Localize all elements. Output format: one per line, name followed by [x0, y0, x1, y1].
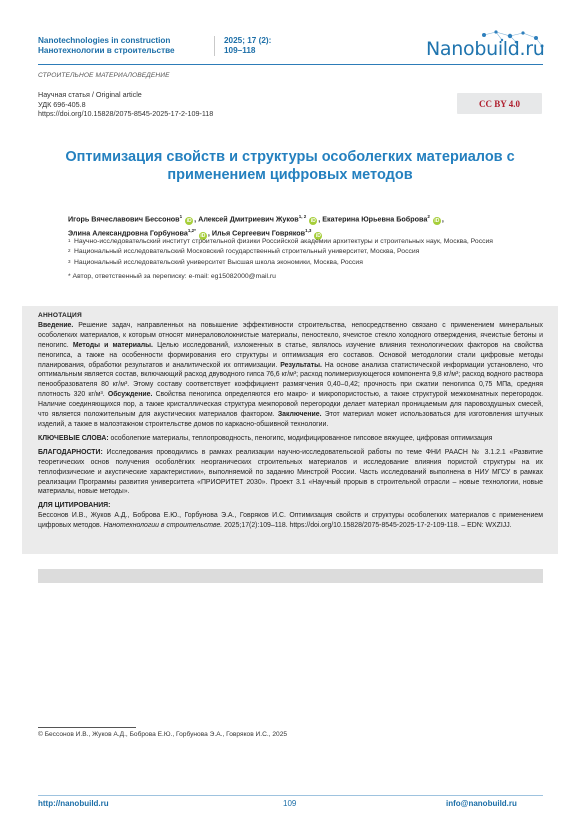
footer-email-link[interactable]: info@nanobuild.ru	[446, 799, 517, 808]
affiliation-item	[68, 258, 538, 268]
author-name: Игорь Вячеславович Бессонов	[68, 214, 180, 224]
author-name: Алексей Дмитриевич Жуков	[198, 214, 299, 224]
license-badge[interactable]: CC BY 4.0	[457, 93, 542, 114]
conclusion-label: Заключение.	[277, 411, 322, 419]
keywords	[38, 434, 543, 444]
corresponding-author: * Автор, ответственный за переписку: e-mail: eg15082000@mail.ru	[68, 272, 276, 280]
article-meta	[38, 90, 213, 119]
intro-text: Решение задач, направленных на повышение эффективности строительства, непосредственно связано с применением минеральных особолегких материалов, к которым относят минераловолокнистые материалы, пеностекло, ячеистое стекло холодного отверждения, ячеистые бетоны и пеногипс.	[38, 321, 543, 349]
journal-name-ru: Нанотехнологии в строительстве	[38, 46, 175, 55]
page-number: 109	[283, 799, 297, 808]
author-name: Илья Сергеевич Говряков	[211, 228, 306, 238]
results-text: На основе анализа статистической информации установлено, что оптимальным является состав, включающий расход двуводного гипса 76,6 кг/м³; расход полимеризующегося компонента 9,8 кг/м³; расход водного раствора пенообразователя 80 кг/м³. Этому составу соответствует коэффициент размягчения 0,40–0,42; прочность при сжатии пеногипса 0,75 МПа, средняя плотность 320 кг/м³.	[38, 361, 543, 399]
affiliation-item	[68, 237, 538, 247]
affiliation-text: Научно-исследовательский институт строительной физики Российской академии архитектуры и строительных наук, Москва, Россия	[74, 238, 493, 245]
nanobuild-logo[interactable]	[418, 30, 548, 64]
citation-text-tail[interactable]: 2025;17(2):109–118. https://doi.org/10.15828/2075-8545-2025-17-2-109-118. – EDN: WXZIJJ.	[222, 522, 512, 530]
keywords-text: особолегкие материалы, теплопроводность, пеногипс, модифицированное гипсовое вяжущее, цифровая оптимизация	[108, 434, 493, 442]
section-tag: СТРОИТЕЛЬНОЕ МАТЕРИАЛОВЕДЕНИЕ	[38, 72, 170, 79]
separator-band	[38, 569, 543, 583]
citation-journal: Нанотехнологии в строительстве.	[103, 522, 223, 530]
citation-text: Бессонов И.В., Жуков А.Д., Боброва Е.Ю., Горбунова Э.А., Говряков И.С. Оптимизация свойств и структуры особолегких материалов с применением цифровых методов.	[38, 512, 543, 530]
issue-pages: 109–118	[224, 46, 256, 55]
affiliation-text: Национальный исследовательский Московский государственный строительный университет, Москва, Россия	[74, 248, 420, 256]
methods-label: Методы и материалы.	[72, 341, 153, 349]
author-affiliation-ref: 1	[179, 214, 183, 219]
acknowledgments-label: БЛАГОДАРНОСТИ:	[38, 448, 103, 456]
journal-name-en: Nanotechnologies in construction	[38, 36, 171, 45]
author-affiliation-ref: 1,3	[305, 228, 312, 234]
discussion-text: Свойства пеногипса определяются его макро- и микропористостью, а также структурой межкомнатных перегородок. Наличие соединяющихся пор, а также кристаллическая структура межпоровой перегородки делает материал проницаемым для паровоздушных смесей, что является положительным для акустических материалов фактором.	[38, 391, 543, 419]
acknowledgments	[38, 448, 543, 498]
abstract-block	[38, 311, 543, 531]
acknowledgments-text: Исследования проводились в рамках реализации научно-исследовательской работы по теме ФНИ РААСН № 3.1.2.1 «Развитие теоретических основ получения особолёгких неорганических строительных материалов и исследование влияния пористой структуры на их теплофизические и акустические характеристики», выполняемой по заданию Минстрой России. Часть исследований выполнена в НИУ МГСУ в рамках реализации Программы развития университета «ПРИОРИТЕТ 2030». Проект 3.1 «Научный прорыв в строительной отрасли – новые технологии, новые материалы, новые методы».	[38, 448, 543, 496]
footer-rule	[38, 795, 543, 796]
orcid-icon[interactable]: iD	[310, 218, 316, 225]
orcid-icon[interactable]: iD	[315, 232, 321, 239]
article-type: Научная статья / Original article	[38, 90, 142, 99]
conclusion-text: Этот материал может использоваться для изготовления штучных изделий, а также в малоэтажном строительстве домов по каркасно-обшивной технологии.	[38, 411, 543, 428]
author-list: Игорь Вячеславович Бессонов$^1$ iD , Алексей Дмитриевич Жуков$^{1, 2}$ iD , Екатерина Юрьевна Боброва$^2$ iD , Элина Александровна Горбунова$^{1,2*}$ iD , Илья Сергеевич Говряков$^{1,3}$ iD	[68, 214, 444, 239]
affiliation-item	[68, 247, 538, 257]
keywords-label: КЛЮЧЕВЫЕ СЛОВА:	[38, 434, 109, 442]
issue-info	[224, 36, 271, 56]
affiliation-number: 1	[68, 238, 71, 243]
header-rule	[38, 64, 543, 65]
author-affiliation-ref: 1, 2	[298, 214, 307, 219]
issue-volume: 2025; 17 (2):	[224, 36, 272, 45]
intro-label: Введение.	[38, 321, 74, 329]
affiliation-number: 2	[68, 248, 71, 254]
discussion-label: Обсуждение.	[107, 391, 153, 399]
orcid-icon[interactable]: iD	[186, 218, 192, 225]
orcid-icon[interactable]: iD	[434, 218, 440, 225]
header-divider	[214, 36, 215, 56]
udk-code: УДК 696-405.8	[38, 99, 86, 109]
abstract-text	[38, 321, 543, 430]
journal-name	[38, 36, 175, 56]
affiliation-list	[68, 237, 538, 282]
author-affiliation-ref: 2	[427, 214, 430, 219]
author-name: Элина Александровна Горбунова	[68, 228, 188, 238]
affiliation-number: 3	[68, 258, 71, 264]
logo-wordmark: Nanobuild.ru	[426, 38, 545, 60]
footer-url-link[interactable]: http://nanobuild.ru	[38, 799, 109, 808]
copyright-notice: © Бессонов И.В., Жуков А.Д., Боброва Е.Ю., Горбунова Э.А., Говряков И.С., 2025	[38, 731, 288, 738]
methods-text: Целью исследований, изложенных в статье, являлось изучение влияния технологических факторов на свойства пеногипса, а также на особенности формирования его структуры и оптимизация его составов. Основой методологии стали цифровые методы планирования, обработки результатов и аналитической их оптимизации.	[38, 341, 543, 369]
author-name: Екатерина Юрьевна Боброва	[322, 214, 428, 224]
article-title: Оптимизация свойств и структуры особолегких материалов с применением цифровых методов	[65, 149, 515, 183]
results-label: Результаты.	[280, 361, 322, 369]
citation-label: ДЛЯ ЦИТИРОВАНИЯ:	[38, 502, 111, 510]
affiliation-text: Национальный исследовательский университет Высшая школа экономики, Москва, Россия	[74, 258, 363, 266]
orcid-icon[interactable]: iD	[200, 232, 206, 239]
citation	[38, 501, 543, 531]
doi-link[interactable]: https://doi.org/10.15828/2075-8545-2025-17-2-109-118	[38, 109, 214, 118]
footnote-rule	[38, 727, 136, 728]
abstract-heading: АННОТАЦИЯ	[38, 312, 82, 319]
author-affiliation-ref: 1,2*	[187, 228, 196, 234]
